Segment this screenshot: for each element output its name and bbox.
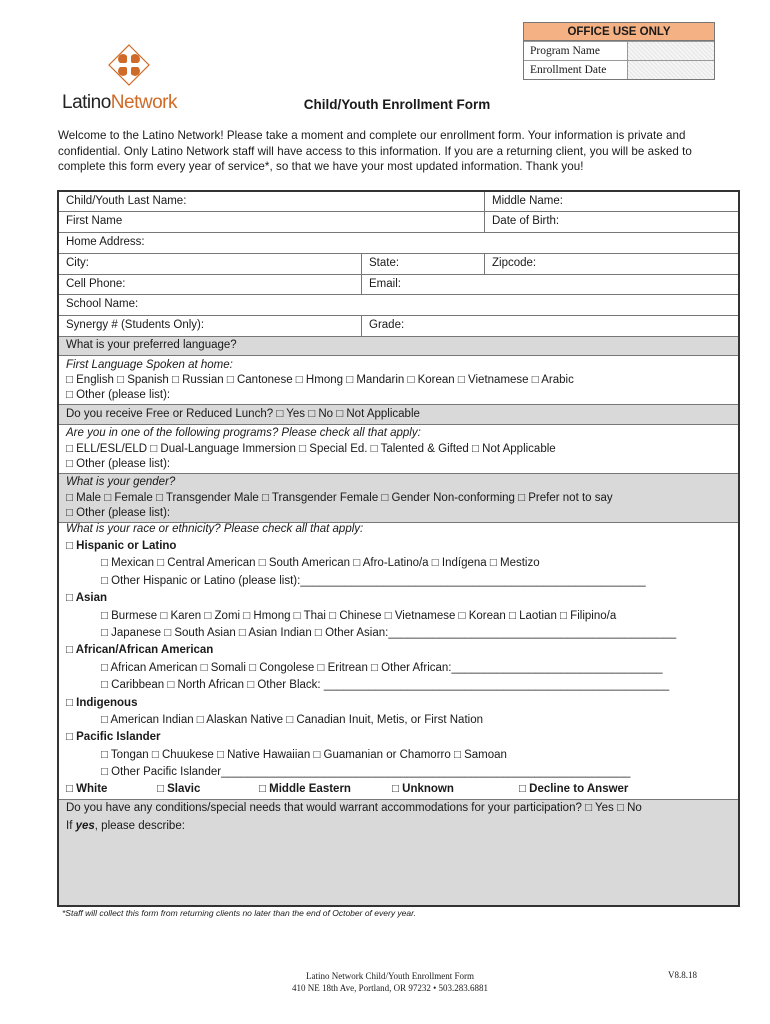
form-version: V8.8.18 [668,970,697,980]
row-race [59,523,738,800]
cell-phone-field[interactable]: Cell Phone: [66,278,126,290]
first-name-field[interactable]: First Name [66,215,123,227]
first-language-question: First Language Spoken at home: [66,359,233,371]
state-field[interactable]: State: [361,254,484,274]
row-city [59,254,738,275]
synergy-field[interactable]: Synergy # (Students Only): [66,319,205,331]
race-pacific-options[interactable]: □ Tongan □ Chuukese □ Native Hawaiian □ Guamanian or Chamorro □ Samoan [101,749,507,761]
grade-field[interactable]: Grade: [361,316,738,336]
race-african-options[interactable]: □ African American □ Somali □ Congolese □ Eritrean □ Other African:_________________________________ [101,662,663,674]
logo-wordmark: LatinoNetwork [62,92,177,113]
row-lunch [59,405,738,425]
first-language-options[interactable]: □ English □ Spanish □ Russian □ Cantonese □ Hmong □ Mandarin □ Korean □ Vietnamese □ Arabic [66,374,574,386]
race-asian-other[interactable]: □ Japanese □ South Asian □ Asian Indian □ Other Asian:_____________________________________________ [101,627,677,639]
office-use-box [523,22,715,80]
row-gender [59,474,738,523]
race-hispanic-options[interactable]: □ Mexican □ Central American □ South American □ Afro-Latino/a □ Indígena □ Mestizo [101,557,540,569]
latino-network-logo-icon [108,44,150,86]
program-name-label: Program Name [524,42,628,60]
row-first-name [59,212,738,233]
office-row-enrollment [524,60,714,79]
middle-name-field[interactable]: Middle Name: [484,192,738,211]
race-white[interactable]: □ White [66,783,108,795]
footnote: *Staff will collect this form from returning clients no later than the end of October of every year. [62,908,417,918]
race-indigenous-options[interactable]: □ American Indian □ Alaskan Native □ Canadian Inuit, Metis, or First Nation [101,714,483,726]
zipcode-field[interactable]: Zipcode: [484,254,738,274]
special-needs-describe[interactable]: If yes, please describe: [66,820,185,832]
preferred-language-field[interactable]: What is your preferred language? [66,339,237,351]
race-middle-eastern[interactable]: □ Middle Eastern [259,783,351,795]
free-lunch-question[interactable]: Do you receive Free or Reduced Lunch? □ Yes □ No □ Not Applicable [66,408,420,420]
footer-title: Latino Network Child/Youth Enrollment Form [305,971,475,981]
office-row-program [524,41,714,60]
race-question: What is your race or ethnicity? Please check all that apply: [66,523,364,535]
enrollment-form [57,190,740,907]
race-hispanic[interactable]: □ Hispanic or Latino [66,540,177,552]
row-phone [59,275,738,295]
race-hispanic-other[interactable]: □ Other Hispanic or Latino (please list):______________________________________________________ [101,575,646,587]
race-pacific-other[interactable]: □ Other Pacific Islander________________________________________________________________ [101,766,631,778]
enrollment-date-field[interactable] [628,61,714,79]
gender-options[interactable]: □ Male □ Female □ Transgender Male □ Transgender Female □ Gender Non-conforming □ Prefer not to say [66,492,613,504]
gender-question: What is your gender? [66,476,176,488]
footer-address-line: 410 NE 18th Ave, Portland, OR 97232 • 503.283.6881 [292,983,488,993]
last-name-field[interactable]: Child/Youth Last Name: [66,195,187,207]
dob-field[interactable]: Date of Birth: [484,212,738,232]
row-synergy [59,316,738,337]
race-asian-options[interactable]: □ Burmese □ Karen □ Zomi □ Hmong □ Thai □ Chinese □ Vietnamese □ Korean □ Laotian □ Filipino/a [101,610,617,622]
intro-text: Welcome to the Latino Network! Please take a moment and complete our enrollment form. Your information is private and confidential. Only Latino Network staff will have access to this information. If you are a returning client, you will be asked to complete this form every year of service*, so that we have your most updated information. Thank you! [58,129,692,173]
footer-address [240,970,540,994]
row-special-needs [59,800,738,905]
enrollment-date-label: Enrollment Date [524,61,628,79]
race-african[interactable]: □ African/African American [66,644,214,656]
race-slavic[interactable]: □ Slavic [157,783,201,795]
first-language-other[interactable]: □ Other (please list): [66,389,171,401]
programs-options[interactable]: □ ELL/ESL/ELD □ Dual-Language Immersion □ Special Ed. □ Talented & Gifted □ Not Applicable [66,443,556,455]
row-address [59,233,738,254]
school-name-field[interactable]: School Name: [66,298,139,310]
race-unknown[interactable]: □ Unknown [392,783,454,795]
program-name-field[interactable] [628,42,714,60]
row-programs [59,425,738,474]
email-field[interactable]: Email: [361,275,738,294]
race-asian[interactable]: □ Asian [66,592,108,604]
programs-question: Are you in one of the following programs? Please check all that apply: [66,427,421,439]
row-first-language [59,356,738,405]
race-pacific[interactable]: □ Pacific Islander [66,731,161,743]
programs-other[interactable]: □ Other (please list): [66,458,171,470]
city-field[interactable]: City: [66,257,89,269]
form-title: Child/Youth Enrollment Form [303,97,491,112]
row-preferred-language [59,337,738,356]
row-name [59,192,738,212]
special-needs-question[interactable]: Do you have any conditions/special needs that would warrant accommodations for your participation? □ Yes □ No [66,802,642,814]
row-school [59,295,738,316]
office-use-header: OFFICE USE ONLY [524,23,714,41]
race-african-other[interactable]: □ Caribbean □ North African □ Other Black: ______________________________________________________ [101,679,670,691]
race-indigenous[interactable]: □ Indigenous [66,697,138,709]
race-decline[interactable]: □ Decline to Answer [519,783,629,795]
gender-other[interactable]: □ Other (please list): [66,507,171,519]
home-address-field[interactable]: Home Address: [66,236,145,248]
